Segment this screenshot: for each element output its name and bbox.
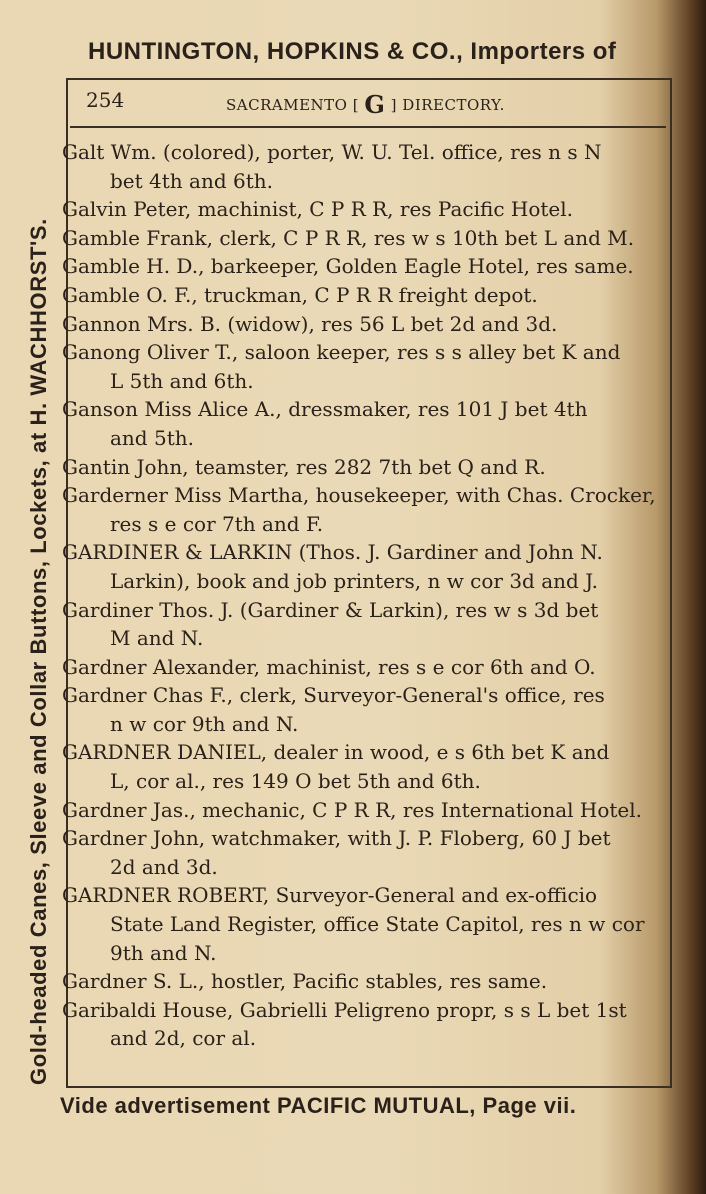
directory-title: DIRECTORY. bbox=[402, 96, 505, 114]
page-number: 254 bbox=[86, 88, 125, 112]
directory-entry bbox=[62, 338, 664, 395]
entry-continuation: n w cor 9th and N. bbox=[110, 711, 299, 736]
directory-entry bbox=[62, 453, 664, 482]
directory-entry bbox=[62, 224, 664, 253]
entry-continuation: M and N. bbox=[110, 626, 204, 651]
entry-line: Gardner S. L., hostler, Pacific stables, res same. bbox=[62, 969, 548, 994]
directory-entry bbox=[62, 481, 664, 538]
entry-continuation: and 5th. bbox=[110, 425, 194, 450]
running-header bbox=[70, 82, 666, 128]
entry-line: GARDINER & LARKIN (Thos. J. Gardiner and John N. bbox=[62, 540, 603, 565]
directory-entry bbox=[62, 538, 664, 595]
directory-entry bbox=[62, 138, 664, 195]
entry-continuation: Larkin), book and job printers, n w cor 3d and J. bbox=[110, 568, 599, 593]
directory-entry bbox=[62, 881, 664, 967]
entry-line: GARDNER DANIEL, dealer in wood, e s 6th bet K and bbox=[62, 740, 610, 765]
entry-line: Gamble H. D., barkeeper, Golden Eagle Hotel, res same. bbox=[62, 254, 634, 279]
entry-continuation: res s e cor 7th and F. bbox=[110, 511, 324, 536]
directory-entry bbox=[62, 796, 664, 825]
directory-entry bbox=[62, 824, 664, 881]
entry-line: Gantin John, teamster, res 282 7th bet Q and R. bbox=[62, 454, 546, 479]
entry-line: Gardner Chas F., clerk, Surveyor-General's office, res bbox=[62, 683, 605, 708]
directory-entry bbox=[62, 653, 664, 682]
entry-line: Gamble Frank, clerk, C P R R, res w s 10th bet L and M. bbox=[62, 225, 635, 250]
bracket-close: ] bbox=[390, 96, 398, 114]
entry-continuation: bet 4th and 6th. bbox=[110, 168, 273, 193]
entry-continuation: and 2d, cor al. bbox=[110, 1026, 257, 1051]
entry-line: Ganson Miss Alice A., dressmaker, res 101 J bet 4th bbox=[62, 397, 588, 422]
directory-entry bbox=[62, 738, 664, 795]
entry-line: Gardiner Thos. J. (Gardiner & Larkin), res w s 3d bet bbox=[62, 597, 599, 622]
entry-line: Garderner Miss Martha, housekeeper, with Chas. Crocker, bbox=[62, 483, 656, 508]
directory-entry bbox=[62, 395, 664, 452]
directory-entry bbox=[62, 252, 664, 281]
entry-line: Gamble O. F., truckman, C P R R freight depot. bbox=[62, 282, 538, 307]
entry-continuation: 9th and N. bbox=[110, 940, 217, 965]
section-letter: G bbox=[364, 90, 386, 119]
entry-line: Gardner Jas., mechanic, C P R R, res International Hotel. bbox=[62, 797, 643, 822]
directory-entry bbox=[62, 310, 664, 339]
entry-line: Garibaldi House, Gabrielli Peligreno propr, s s L bet 1st bbox=[62, 997, 627, 1022]
entry-line: Gardner Alexander, machinist, res s e cor 6th and O. bbox=[62, 654, 596, 679]
directory-entry bbox=[62, 596, 664, 653]
side-advertisement: Gold-headed Canes, Sleeve and Collar Buttons, Lockets, at H. WACHHORST'S. bbox=[26, 218, 51, 1085]
entry-line: GARDNER ROBERT, Surveyor-General and ex-officio bbox=[62, 883, 598, 908]
bottom-advertisement: Vide advertisement PACIFIC MUTUAL, Page vii. bbox=[60, 1093, 577, 1118]
directory-entry bbox=[62, 195, 664, 224]
entry-continuation: L, cor al., res 149 O bet 5th and 6th. bbox=[110, 769, 481, 794]
directory-entry bbox=[62, 996, 664, 1053]
directory-entries bbox=[62, 138, 664, 1053]
entry-line: Galvin Peter, machinist, C P R R, res Pacific Hotel. bbox=[62, 197, 574, 222]
bracket-open: [ bbox=[352, 96, 360, 114]
entry-line: Gannon Mrs. B. (widow), res 56 L bet 2d and 3d. bbox=[62, 311, 558, 336]
city-name: SACRAMENTO bbox=[226, 96, 348, 114]
entry-line: Ganong Oliver T., saloon keeper, res s s alley bet K and bbox=[62, 340, 621, 365]
entry-continuation: 2d and 3d. bbox=[110, 854, 218, 879]
entry-line: Gardner John, watchmaker, with J. P. Floberg, 60 J bet bbox=[62, 826, 611, 851]
entry-continuation: L 5th and 6th. bbox=[110, 368, 254, 393]
entry-continuation: State Land Register, office State Capitol, res n w cor bbox=[110, 912, 645, 937]
top-advertisement: HUNTINGTON, HOPKINS & CO., Importers of bbox=[88, 38, 617, 65]
entry-line: Galt Wm. (colored), porter, W. U. Tel. office, res n s N bbox=[62, 140, 602, 164]
running-head-title bbox=[226, 90, 505, 119]
directory-entry bbox=[62, 967, 664, 996]
directory-entry bbox=[62, 281, 664, 310]
directory-entry bbox=[62, 681, 664, 738]
